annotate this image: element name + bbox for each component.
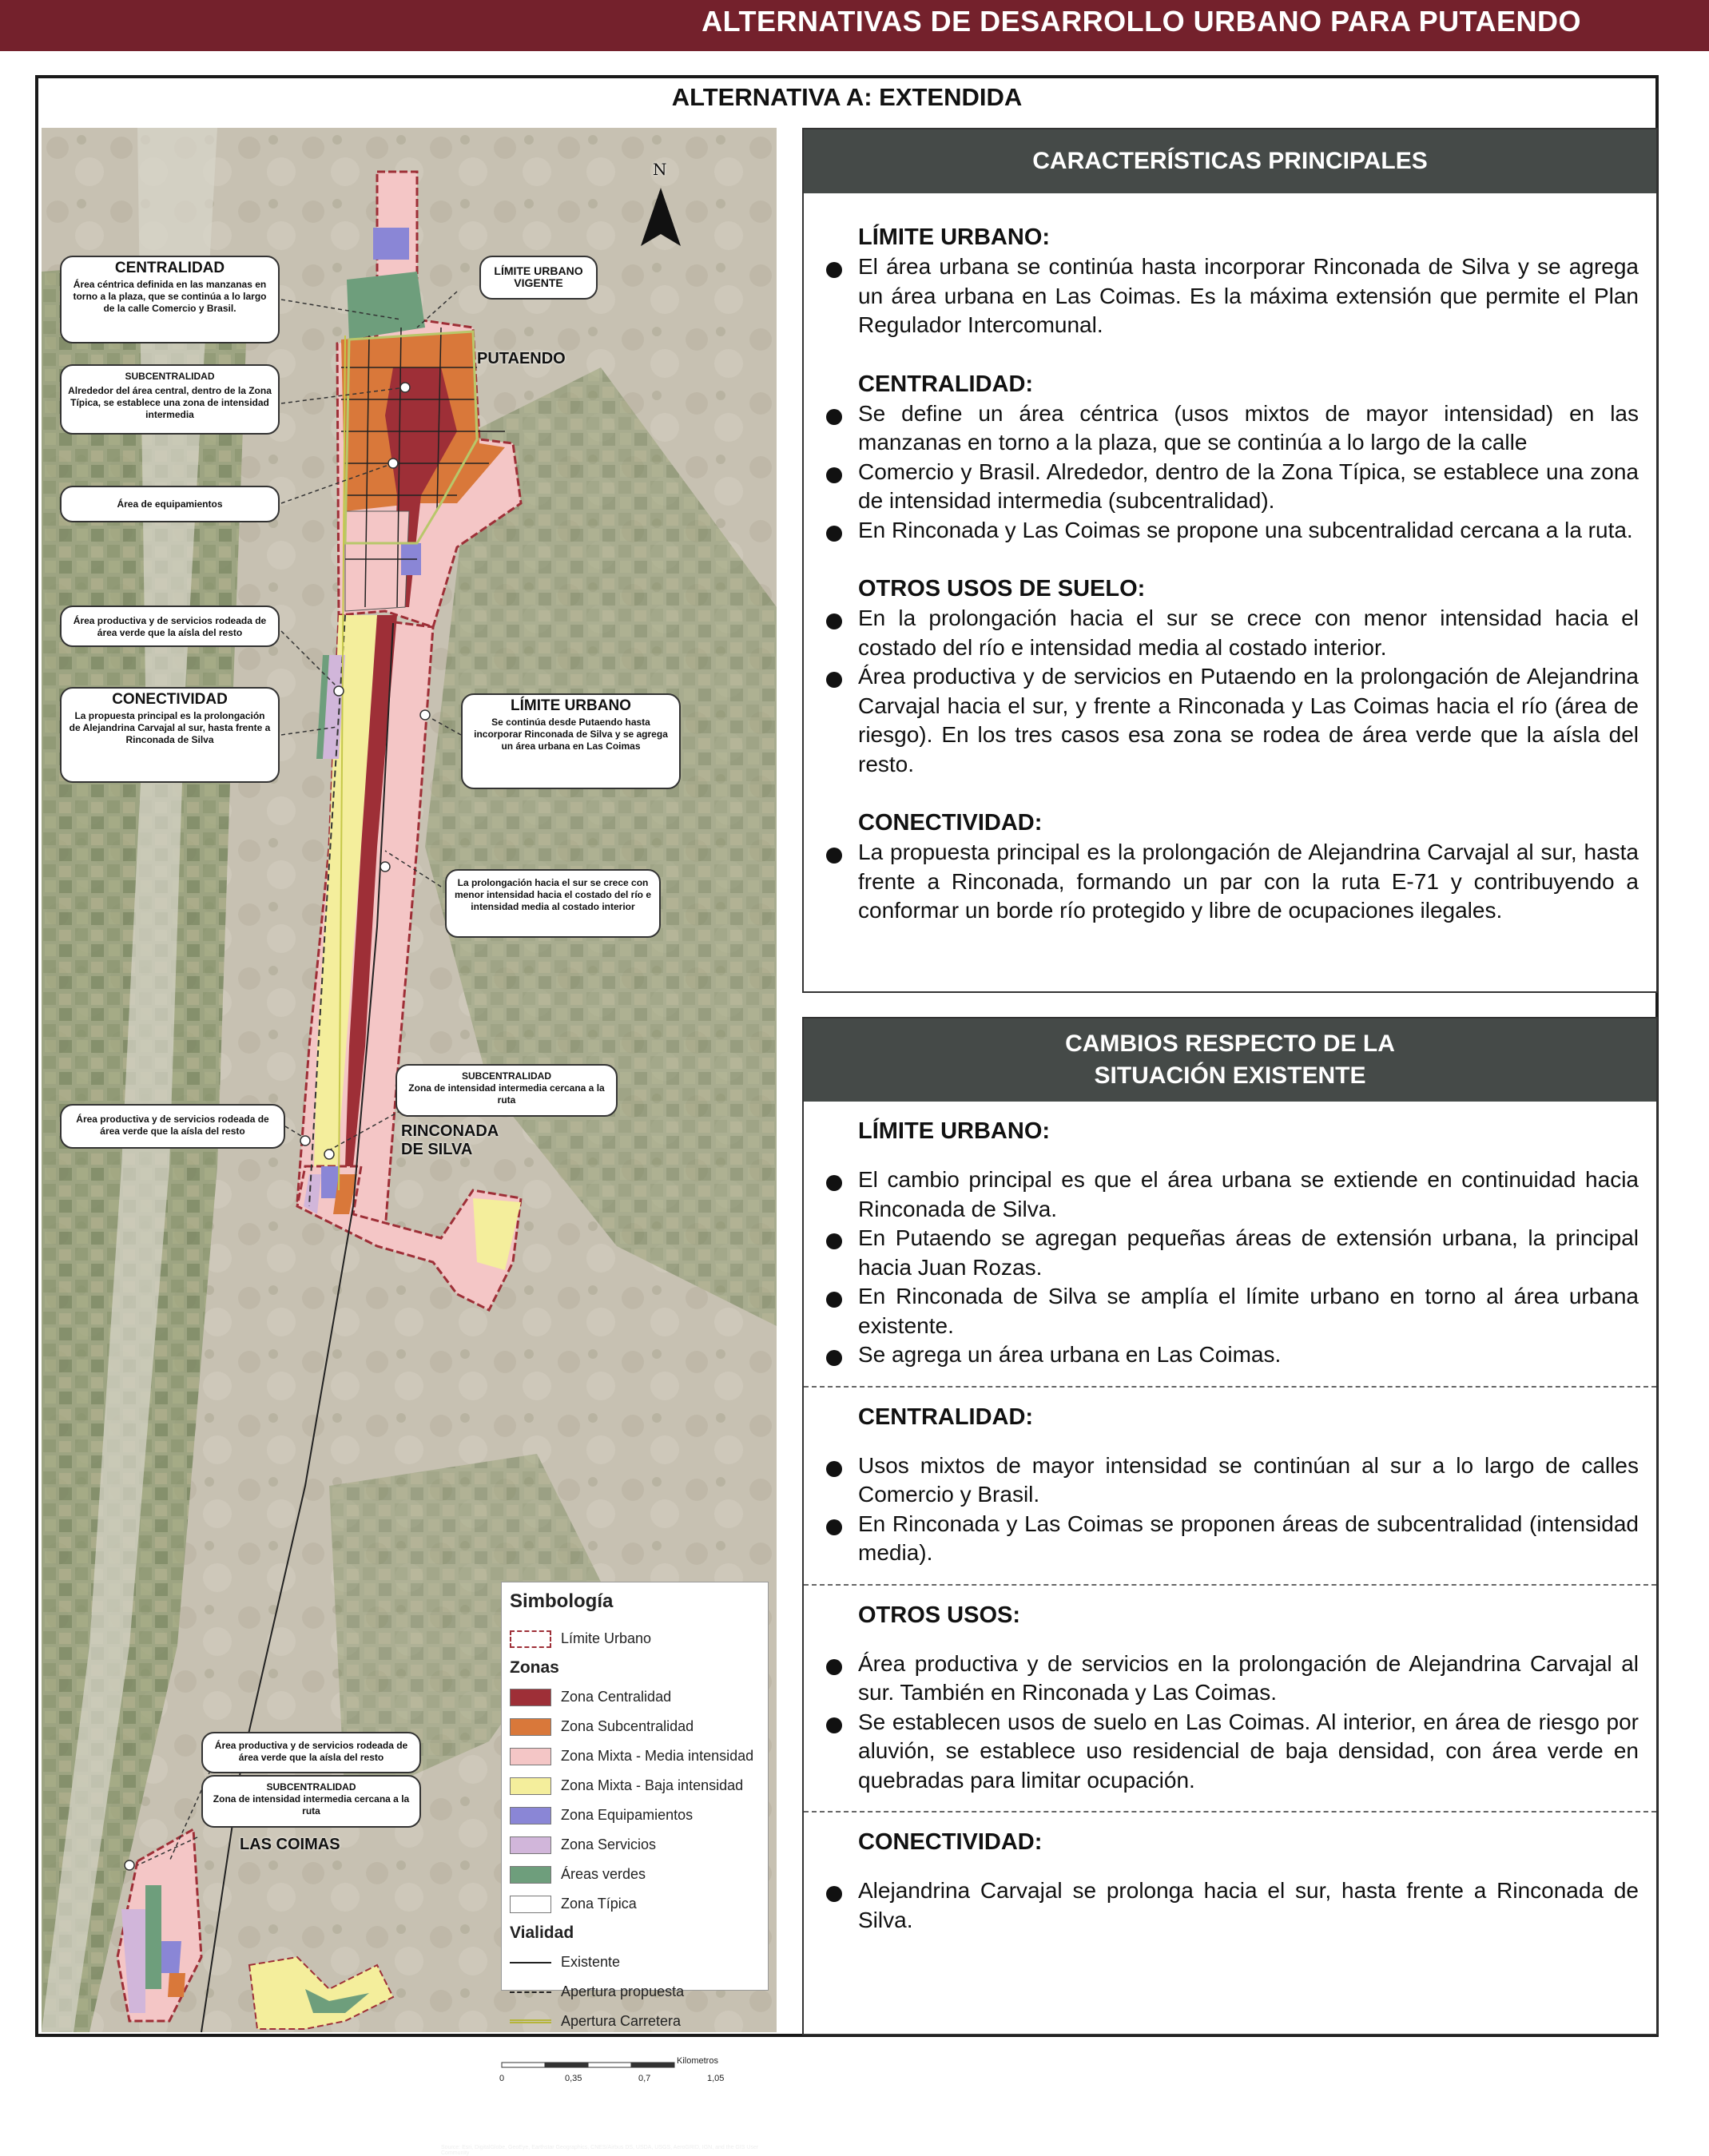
legend-zonas-list	[510, 1682, 760, 1919]
legend-label: Límite Urbano	[561, 1630, 652, 1646]
callout-area-productiva-3: Área productiva y de servicios rodeada de área verde que la aísla del resto	[201, 1732, 421, 1773]
legend-swatch	[510, 1777, 551, 1795]
scale-tick: 0,35	[565, 2074, 582, 2083]
callout-subcentralidad-rinconada: SUBCENTRALIDAD Zona de intensidad intermedia cercana a la ruta	[395, 1064, 618, 1117]
legend-item-zona	[510, 1682, 760, 1712]
panel-section	[858, 574, 1639, 779]
bullet-item: Área productiva y de servicios en Putaendo en la prolongación de Alejandrina Carvajal hacia el sur, y frente a Rinconada y Las Coimas hacia el río (área de riesgo). En los tres casos esa zona se rodea de área verde que la aísla del resto.	[858, 662, 1639, 779]
callout-equipamientos: Área de equipamientos	[60, 486, 280, 522]
panel-cambios-title-line1: CAMBIOS RESPECTO DE LA	[1065, 1030, 1395, 1057]
callout-subcentralidad-coimas: SUBCENTRALIDAD Zona de intensidad intermedia cercana a la ruta	[201, 1775, 421, 1828]
legend-label: Zona Equipamientos	[561, 1807, 694, 1823]
section-heading: CONECTIVIDAD:	[858, 1829, 1043, 1855]
bullet-item: En Rinconada de Silva se amplía el límite urbano en torno al área urbana existente.	[858, 1282, 1639, 1340]
legend-swatch	[510, 1866, 551, 1884]
place-las-coimas: LAS COIMAS	[240, 1836, 340, 1853]
legend-label: Existente	[561, 1954, 621, 1970]
legend-swatch	[510, 1689, 551, 1706]
panel-caracteristicas-title: CARACTERÍSTICAS PRINCIPALES	[804, 129, 1656, 193]
bullet-item: Se establecen usos de suelo en Las Coimas. Al interior, en área de riesgo por aluvión, se establece uso residencial de baja densidad, con área verde en quebradas para limitar ocupación.	[858, 1708, 1639, 1796]
panel-section	[804, 1584, 1656, 1812]
page-title: ALTERNATIVAS DE DESARROLLO URBANO PARA PUTAENDO	[701, 5, 1581, 38]
legend-label: Zona Mixta - Baja intensidad	[561, 1777, 744, 1793]
legend-label: Apertura Carretera	[561, 2013, 682, 2029]
legend-swatch	[510, 1836, 551, 1854]
legend-item-zona	[510, 1771, 760, 1801]
zone-mixta-media-putaendo	[345, 511, 409, 611]
section-heading: LÍMITE URBANO:	[858, 1118, 1051, 1144]
callout-prolongacion-sur: La prolongación hacia el sur se crece con menor intensidad hacia el costado del río e intensidad media al costado interior	[445, 869, 661, 938]
zone-areas-verdes	[347, 272, 425, 339]
panel-cambios	[802, 1017, 1658, 2035]
legend-label: Zona Típica	[561, 1896, 637, 1912]
place-rinconada: RINCONADA DE SILVA	[401, 1122, 499, 1158]
bullet-item: Usos mixtos de mayor intensidad se continúan al sur a lo largo de calles Comercio y Brasil.	[858, 1451, 1639, 1510]
callout-limite-vigente: LÍMITE URBANO VIGENTE	[479, 256, 598, 300]
callout-area-productiva-2: Área productiva y de servicios rodeada de área verde que la aísla del resto	[60, 1104, 285, 1149]
panel-section	[804, 1386, 1656, 1584]
bullet-item: La propuesta principal es la prolongación de Alejandrina Carvajal al sur, hasta frente a Rinconada, formando un par con la ruta E-71 y contribuyendo a conformar un borde río protegido y libre de ocupaciones ilegales.	[858, 838, 1639, 926]
section-heading: CENTRALIDAD:	[858, 1404, 1034, 1430]
panel-section	[804, 1102, 1656, 1386]
legend-item-zona	[510, 1741, 760, 1771]
map-source: Source: Esri, DigitalGlobe, GeoEye, Earthstar Geographics, CNES/Airbus DS, USDA, USGS, AeroGRID, IGN, and the GIS User Community	[441, 2145, 759, 2156]
legend-item-zona	[510, 1860, 760, 1889]
scale-bar	[499, 2056, 741, 2088]
legend-label: Zona Mixta - Media intensidad	[561, 1748, 754, 1764]
legend-item-zona	[510, 1889, 760, 1919]
section-heading: OTROS USOS DE SUELO:	[858, 576, 1146, 602]
scale-tick: 1,05	[707, 2074, 725, 2083]
zone-equipamientos-coimas	[161, 1941, 181, 1973]
panel-caracteristicas	[802, 128, 1658, 993]
legend-swatch	[510, 1807, 551, 1824]
legend-label: Áreas verdes	[561, 1866, 646, 1882]
legend-item-zona	[510, 1712, 760, 1741]
legend-swatch	[510, 1630, 551, 1648]
scale-unit: Kilometros	[677, 2056, 718, 2066]
bullet-item: En Putaendo se agregan pequeñas áreas de extensión urbana, la principal hacia Juan Rozas.	[858, 1224, 1639, 1282]
legend-swatch	[510, 1748, 551, 1765]
section-heading: CONECTIVIDAD:	[858, 810, 1043, 836]
bullet-item: El área urbana se continúa hasta incorporar Rinconada de Silva y se agrega un área urbana en Las Coimas. Es la máxima extensión que permite el Plan Regulador Intercomunal.	[858, 252, 1639, 340]
panel-caracteristicas-body	[804, 193, 1656, 926]
section-heading: CENTRALIDAD:	[858, 371, 1034, 397]
bullet-item: Alejandrina Carvajal se prolonga hacia el sur, hasta frente a Rinconada de Silva.	[858, 1876, 1639, 1935]
legend-swatch	[510, 1718, 551, 1736]
section-heading: OTROS USOS:	[858, 1602, 1021, 1628]
panel-cambios-body	[804, 1102, 1656, 1951]
scale-tick: 0,7	[638, 2074, 651, 2083]
legend-title: Simbología	[510, 1590, 614, 1612]
zone-subcentralidad-coimas	[168, 1973, 185, 1997]
panel-section	[804, 1811, 1656, 1951]
alternative-title: ALTERNATIVA A: EXTENDIDA	[671, 83, 1023, 111]
legend-label: Zona Servicios	[561, 1836, 657, 1852]
legend-item-apertura-propuesta	[510, 1977, 760, 2007]
panel-cambios-title-line2: SITUACIÓN EXISTENTE	[1094, 1062, 1366, 1089]
panel-section	[858, 369, 1639, 546]
place-putaendo: PUTAENDO	[477, 350, 566, 367]
callout-centralidad: CENTRALIDAD Área céntrica definida en las manzanas en torno a la plaza, que se continúa a lo largo de la calle Comercio y Brasil.	[60, 256, 280, 343]
urban-plan-map[interactable]	[42, 128, 777, 2156]
callout-area-productiva-1: Área productiva y de servicios rodeada de área verde que la aísla del resto	[60, 606, 280, 647]
north-label: N	[653, 160, 667, 179]
map-legend	[501, 1582, 769, 2029]
panel-section	[858, 808, 1639, 926]
callout-limite-urbano: LÍMITE URBANO Se continúa desde Putaendo hasta incorporar Rinconada de Silva y se agrega un área urbana en Las Coimas	[461, 693, 681, 789]
bullet-item: En la prolongación hacia el sur se crece con menor intensidad hacia el costado del río e intensidad media al costado interior.	[858, 604, 1639, 662]
scale-tick: 0	[499, 2074, 505, 2083]
zone-verde-coimas	[145, 1885, 161, 1989]
header-bar	[0, 0, 1709, 51]
bullet-item: Se define un área céntrica (usos mixtos de mayor intensidad) en las manzanas en torno a la plaza, que se continúa a lo largo de la calle	[858, 399, 1639, 458]
legend-label: Zona Centralidad	[561, 1689, 672, 1705]
legend-item-zona	[510, 1801, 760, 1830]
bullet-item: El cambio principal es que el área urbana se extiende en continuidad hacia Rinconada de Silva.	[858, 1165, 1639, 1224]
legend-item-existente	[510, 1948, 760, 1977]
legend-label: Apertura propuesta	[561, 1983, 685, 1999]
legend-vialidad-heading: Vialidad	[510, 1924, 574, 1942]
legend-line	[510, 1991, 551, 1993]
bullet-item: Se agrega un área urbana en Las Coimas.	[858, 1340, 1639, 1370]
bullet-item: En Rinconada y Las Coimas se propone una subcentralidad cercana a la ruta.	[858, 516, 1639, 546]
callout-conectividad: CONECTIVIDAD La propuesta principal es la prolongación de Alejandrina Carvajal al sur, hasta frente a Rinconada de Silva	[60, 687, 280, 783]
zone-equipamientos	[373, 228, 409, 260]
panel-section	[858, 222, 1639, 340]
bullet-item: Comercio y Brasil. Alrededor, dentro de la Zona Típica, se establece una zona de intensidad intermedia (subcentralidad).	[858, 458, 1639, 516]
panel-cambios-title	[804, 1018, 1656, 1102]
legend-line	[510, 1962, 551, 1963]
legend-zonas-heading: Zonas	[510, 1658, 559, 1677]
callout-subcentralidad: SUBCENTRALIDAD Alrededor del área central, dentro de la Zona Típica, se establece una zona de intensidad intermedia	[60, 364, 280, 435]
legend-line	[510, 2019, 551, 2023]
bullet-item: En Rinconada y Las Coimas se proponen áreas de subcentralidad (intensidad media).	[858, 1510, 1639, 1568]
bullet-item: Área productiva y de servicios en la prolongación de Alejandrina Carvajal al sur. También en Rinconada y Las Coimas.	[858, 1650, 1639, 1708]
section-heading: LÍMITE URBANO:	[858, 224, 1051, 250]
legend-item-zona	[510, 1830, 760, 1860]
legend-swatch	[510, 1896, 551, 1913]
legend-label: Zona Subcentralidad	[561, 1718, 694, 1734]
legend-item-limite	[510, 1624, 760, 1654]
legend-item-apertura-carretera	[510, 2007, 760, 2036]
